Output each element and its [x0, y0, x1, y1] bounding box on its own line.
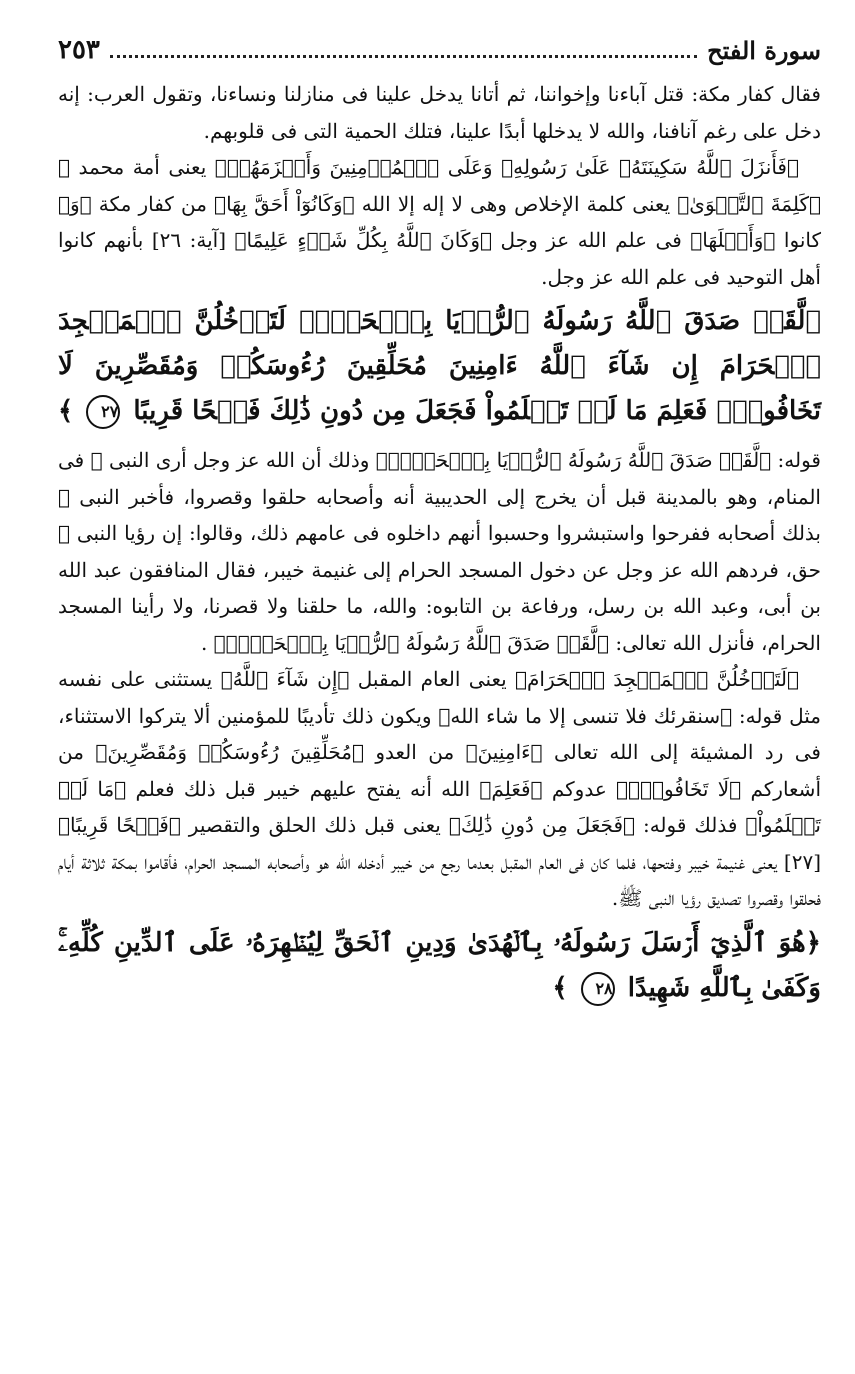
ayah-number-27: ٢٧ [86, 395, 120, 429]
header-dotted-leader [110, 55, 697, 58]
verse-28 [58, 921, 821, 1011]
verse-27-text: ﴿لَّقَدۡ صَدَقَ ٱللَّهُ رَسُولَهُ ٱلرُّءۡيَا بِٱلۡحَقِّۖ لَتَدۡخُلُنَّ ٱلۡمَسۡجِدَ ٱلۡحَرَامَ إِن شَآءَ ٱللَّهُ ءَامِنِينَ مُحَلِّقِينَ رُءُوسَكُمۡ وَمُقَصِّرِينَ لَا تَخَافُونَۖ فَعَلِمَ مَا لَمۡ تَعۡلَمُواْ فَجَعَلَ مِن دُونِ ذَٰلِكَ فَتۡحًا قَرِيبًا [58, 306, 821, 426]
surah-title: سورة الفتح [707, 35, 821, 65]
verse-28-text: ﴿هُوَ ٱلَّذِيٓ أَرۡسَلَ رَسُولَهُۥ بِٱلۡهُدَىٰ وَدِينِ ٱلۡحَقِّ لِيُظۡهِرَهُۥ عَلَى ٱلدِّينِ كُلِّهِۦۚ وَكَفَىٰ بِٱللَّهِ شَهِيدًا [58, 927, 821, 1003]
paragraph-3: قوله: ﴿لَّقَدۡ صَدَقَ ٱللَّهُ رَسُولَهُ ٱلرُّءۡيَا بِٱلۡحَقِّۖ﴾ وذلك أن الله عز وجل أرى النبى ﷺ فى المنام، وهو بالمدينة قبل أن يخرج إلى الحديبية أنه وأصحابه حلقوا وقصروا، فأخبر النبى ﷺ بذلك أصحابه ففرحوا واستبشروا وحسبوا أنهم داخلوه فى عامهم ذلك، وقالوا: إن رؤيا النبى ﷺ حق، فردهم الله عز وجل عن دخول المسجد الحرام إلى غنيمة خيبر، فقال المنافقون عبد الله بن أبى، وعبد الله بن رسل، ورفاعة بن التابوه: والله، ما حلقنا ولا قصرنا، ولا رأينا المسجد الحرام، فأنزل الله تعالى: ﴿لَّقَدۡ صَدَقَ ٱللَّهُ رَسُولَهُ ٱلرُّءۡيَا بِٱلۡحَقِّۖ﴾ . [58, 448, 821, 655]
page-header [58, 30, 821, 70]
verse-27 [58, 299, 821, 434]
verse-27-closing-bracket: ﴾ [57, 396, 74, 426]
page-content [58, 76, 821, 1011]
page [58, 30, 821, 1350]
paragraph-1: فقال كفار مكة: قتل آباءنا وإخواننا، ثم أتانا يدخل علينا فى منازلنا ونساءنا، وتقول العرب: إنه دخل على رغم آنافنا، والله لا يدخلها أبدًا علينا، فتلك الحمية التى فى قلوبهم. [58, 82, 821, 143]
ayah-number-28: ٢٨ [581, 972, 615, 1006]
paragraph-2: ﴿فَأَنزَلَ ٱللَّهُ سَكِينَتَهُۥ عَلَىٰ رَسُولِهِۦ وَعَلَى ٱلۡمُؤۡمِنِينَ وَأَلۡزَمَهُمۡ﴾ يعنى أمة محمد ﷺ ﴿كَلِمَةَ ٱلتَّقۡوَىٰ﴾ يعنى كلمة الإخلاص وهى لا إله إلا الله ﴿وَكَانُوٓاْ أَحَقَّ بِهَا﴾ من كفار مكة ﴿وَ﴾ كانوا ﴿وَأَهۡلَهَا﴾ فى علم الله عز وجل ﴿وَكَانَ ٱللَّهُ بِكُلِّ شَيۡءٍ عَلِيمًا﴾ [آية: ٢٦] بأنهم كانوا أهل التوحيد فى علم الله عز وجل. [58, 155, 821, 289]
verse-28-closing-bracket: ﴾ [552, 972, 568, 1003]
page-number: ٢٥٣ [58, 35, 100, 65]
paragraph-4: ﴿لَتَدۡخُلُنَّ ٱلۡمَسۡجِدَ ٱلۡحَرَامَ﴾ يعنى العام المقبل ﴿إِن شَآءَ ٱللَّهُ﴾ يستثنى على نفسه مثل قوله: ﴿سنقرئك فلا تنسى إلا ما شاء الله﴾ ويكون ذلك تأديبًا للمؤمنين ألا يتركوا الاستثناء، فى رد المشيئة إلى الله تعالى ﴿ءَامِنِينَ﴾ من العدو ﴿مُحَلِّقِينَ رُءُوسَكُمۡ وَمُقَصِّرِينَ﴾ من أشعاركم ﴿لَا تَخَافُونَۖ﴾ عدوكم ﴿فَعَلِمَ﴾ الله أنه يفتح عليهم خيبر قبل ذلك فعلم ﴿مَا لَمۡ تَعۡلَمُواْ﴾ فذلك قوله: ﴿فَجَعَلَ مِن دُونِ ذَٰلِكَ﴾ يعنى قبل ذلك الحلق والتقصير ﴿فَتۡحًا قَرِيبًا﴾ [٢٧] يعنى غنيمة خيبر وفتحها، فلما كان فى العام المقبل بعدما رجع من خيبر أدخله الله هو وأصحابه المسجد الحرام، فأقاموا بمكة ثلاثة أيام فحلقوا وقصروا تصديق رؤيا النبى ﷺ. [58, 667, 821, 910]
